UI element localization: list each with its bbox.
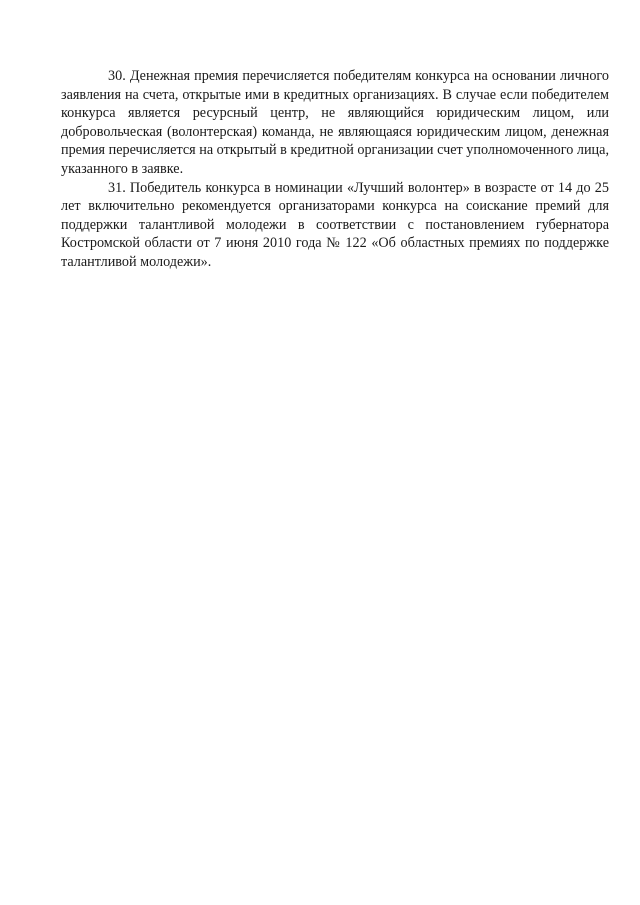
document-body [61,67,609,272]
paragraph-30: 30. Денежная премия перечисляется победителям конкурса на основании личного заявления на счета, открытые ими в кредитных организациях. В случае если победителем конкурса является ресурсный центр, не являющийся юридическим лицом, или добровольческая (волонтерская) команда, не являющаяся юридическим лицом, денежная премия перечисляется на открытый в кредитной организации счет уполномоченного лица, указанного в заявке. [61,68,609,177]
paragraph-31: 31. Победитель конкурса в номинации «Лучший волонтер» в возрасте от 14 до 25 лет включительно рекомендуется организаторами конкурса на соискание премий для поддержки талантливой молодежи в соответствии с постановлением губернатора Костромской области от 7 июня 2010 года № 122 «Об областных премиях по поддержке талантливой молодежи». [61,179,609,270]
